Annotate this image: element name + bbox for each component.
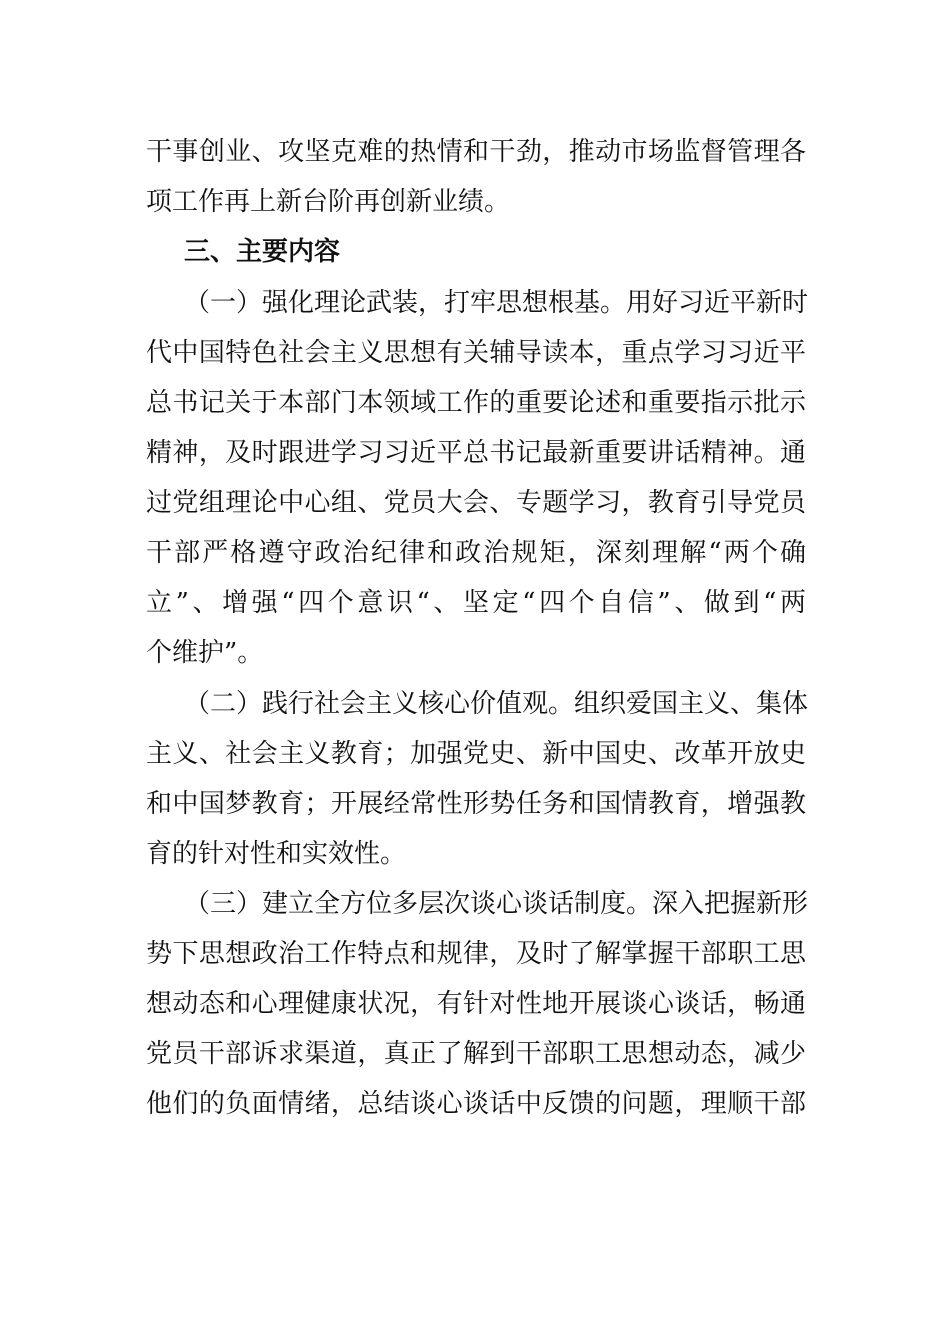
paragraph-3-line-1: 主义、社会主义教育；加强党史、新中国史、改革开放史 <box>146 739 806 769</box>
paragraph-4-line-3: 党员干部诉求渠道，真正了解到干部职工思想动态，减少 <box>146 1039 806 1069</box>
paragraph-4-line-0: （三）建立全方位多层次谈心谈话制度。深入把握新形 <box>184 889 809 919</box>
paragraph-2-line-7: 个维护”。 <box>146 638 264 668</box>
section-heading: 三、主要内容 <box>184 237 341 267</box>
paragraph-2-line-6: 立”、增强“四个意识“、坚定“四个自信”、做到“两 <box>146 588 806 618</box>
paragraph-0-line-1: 项工作再上新台阶再创新业绩。 <box>146 187 511 217</box>
paragraph-2-line-1: 代中国特色社会主义思想有关辅导读本，重点学习习近平 <box>146 338 806 368</box>
paragraph-0-line-0: 干事创业、攻坚克难的热情和干劲，推动市场监督管理各 <box>146 137 806 167</box>
paragraph-2-line-2: 总书记关于本部门本领域工作的重要论述和重要指示批示 <box>146 388 806 418</box>
paragraph-3-line-2: 和中国梦教育；开展经常性形势任务和国情教育，增强教 <box>146 789 806 819</box>
paragraph-4-line-1: 势下思想政治工作特点和规律，及时了解掌握干部职工思 <box>146 939 806 969</box>
paragraph-2-line-0: （一）强化理论武装，打牢思想根基。用好习近平新时 <box>184 288 809 318</box>
paragraph-4-line-2: 想动态和心理健康状况，有针对性地开展谈心谈话，畅通 <box>146 989 806 1019</box>
paragraph-3-line-3: 育的针对性和实效性。 <box>146 839 407 869</box>
paragraph-2-line-4: 过党组理论中心组、党员大会、专题学习，教育引导党员 <box>146 488 806 518</box>
paragraph-2-line-3: 精神，及时跟进学习习近平总书记最新重要讲话精神。通 <box>146 438 806 468</box>
paragraph-4-line-4: 他们的负面情绪，总结谈心谈话中反馈的问题，理顺干部 <box>146 1089 806 1119</box>
paragraph-3-line-0: （二）践行社会主义核心价值观。组织爱国主义、集体 <box>184 689 809 719</box>
paragraph-2-line-5: 干部严格遵守政治纪律和政治规矩，深刻理解“两个确 <box>146 538 806 568</box>
